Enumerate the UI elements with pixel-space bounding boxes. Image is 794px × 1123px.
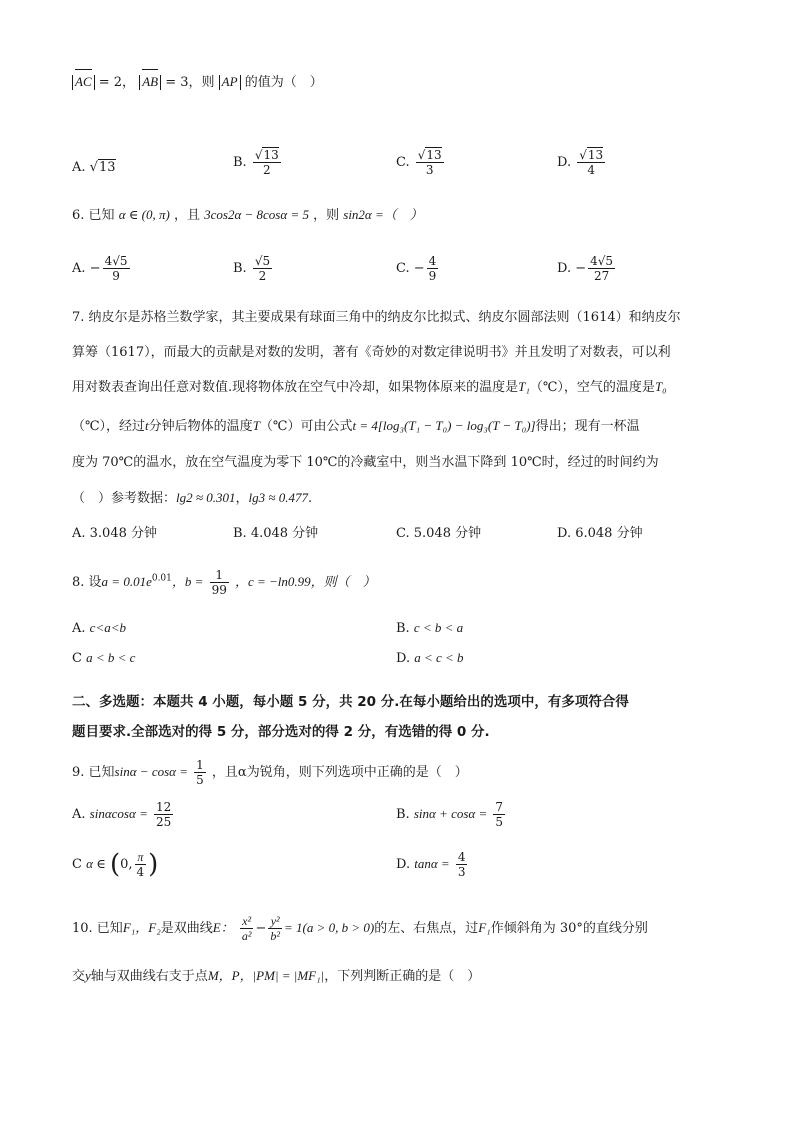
q8-option-b[interactable]: B. c < b < a [396,620,464,636]
q5-option-a[interactable]: A. √13 [72,160,116,175]
vector-ab: AB [142,72,158,92]
q6-option-a[interactable]: A. − $\frac{4√5}{9}$ [72,254,128,283]
q5-stem: AC = 2， AB = 3，则 AP 的值为（ ） [72,72,323,93]
q6-option-b[interactable]: B. $\frac{√5}{2}$ [233,254,271,283]
q6-stem: 6. 已知 α ∈ (0, π) ，且 3cos2α − 8cosα = 5 ，则 sin2α =（ ） [72,207,423,223]
q5-option-c[interactable]: C. $\frac{√13}{3}$ [396,148,442,177]
q10-stem-line-1: 10. 已知F₁，F₂是双曲线E： $\frac{\text{x²}}{\text{a²}}$ − $\frac{\text{y²}}{\text{b²}}$ = 1(a > 0, b > 0)的左、右焦点，过F₁作倾斜角为 30°的直线分别 [72,914,648,943]
q7-line-1: 7. 纳皮尔是苏格兰数学家，其主要成果有球面三角中的纳皮尔比拟式、纳皮尔圆部法则（1614）和纳皮尔 [72,310,681,325]
q7-option-c[interactable]: C. 5.048 分钟 [396,526,482,541]
q9-option-c[interactable]: C α ∈ (0, $\frac{\pi}{4}$ ) [72,849,159,880]
q7-option-d[interactable]: D. 6.048 分钟 [557,526,643,541]
vector-ac: AC [75,72,92,92]
q7-line-2: 算筹（1617），而最大的贡献是对数的发明，著有《奇妙的对数定律说明书》并且发明了对数表，可以利 [72,345,671,360]
q8-stem: 8. 设$a = 0.01e^{0.01}$，b = $\frac{1}{99}$ ，c = −ln0.99，则（ ） [72,568,376,597]
q5-option-d[interactable]: D. $\frac{√13}{4}$ [557,148,604,177]
q7-line-4: （℃），经过t分钟后物体的温度T（℃）可由公式t = 4[log₃(T₁ − T₀) − log₃(T − T₀)]得出；现有一杯温 [72,418,640,434]
q9-stem: 9. 已知sinα − cosα = $\frac{1}{5}$ ，且α为锐角，则下列选项中正确的是（ ） [72,758,468,787]
vector-ap: AP [221,74,238,89]
section-2-heading-line-1: 二、多选题：本题共 4 小题，每小题 5 分，共 20 分.在每小题给出的选项中，有多项符合得 [72,694,629,710]
q7-option-a[interactable]: A. 3.048 分钟 [72,526,158,541]
q8-option-d[interactable]: D. a < c < b [396,650,464,666]
q5-option-b[interactable]: B. $\frac{√13}{2}$ [233,148,279,177]
q9-option-d[interactable]: D. tanα = $\frac{4}{3}$ [396,850,466,879]
section-2-heading-line-2: 题目要求.全部选对的得 5 分，部分选对的得 2 分，有选错的得 0 分. [72,724,490,740]
q7-option-b[interactable]: B. 4.048 分钟 [233,526,319,541]
q7-line-3: 用对数表查询出任意对数值.现将物体放在空气中冷却，如果物体原来的温度是T₁（℃），空气的温度是T₀ [72,379,667,395]
q9-option-b[interactable]: B. sinα + cosα = $\frac{7}{5}$ [396,800,504,829]
q10-stem-line-2: 交y轴与双曲线右支于点M，P，|PM| = |MF₁|，下列判断正确的是（ ） [72,968,481,984]
q9-option-a[interactable]: A. sinαcosα = $\frac{12}{25}$ [72,800,172,829]
q7-line-5: 度为 70℃的温水，放在空气温度为零下 10℃的冷藏室中，则当水温下降到 10℃时，经过的时间约为 [72,455,659,470]
cooling-formula: t = 4[log₃(T₁ − T₀) − log₃(T − T₀)] [352,418,536,433]
q8-option-a[interactable]: A. c<a<b [72,620,126,636]
q7-line-6: （ ）参考数据：lg2 ≈ 0.301，lg3 ≈ 0.477. [72,490,313,506]
q6-option-d[interactable]: D. − $\frac{4√5}{27}$ [557,254,614,283]
q6-option-c[interactable]: C. − $\frac{4}{9}$ [396,254,437,283]
q8-option-c[interactable]: C a < b < c [72,650,136,666]
